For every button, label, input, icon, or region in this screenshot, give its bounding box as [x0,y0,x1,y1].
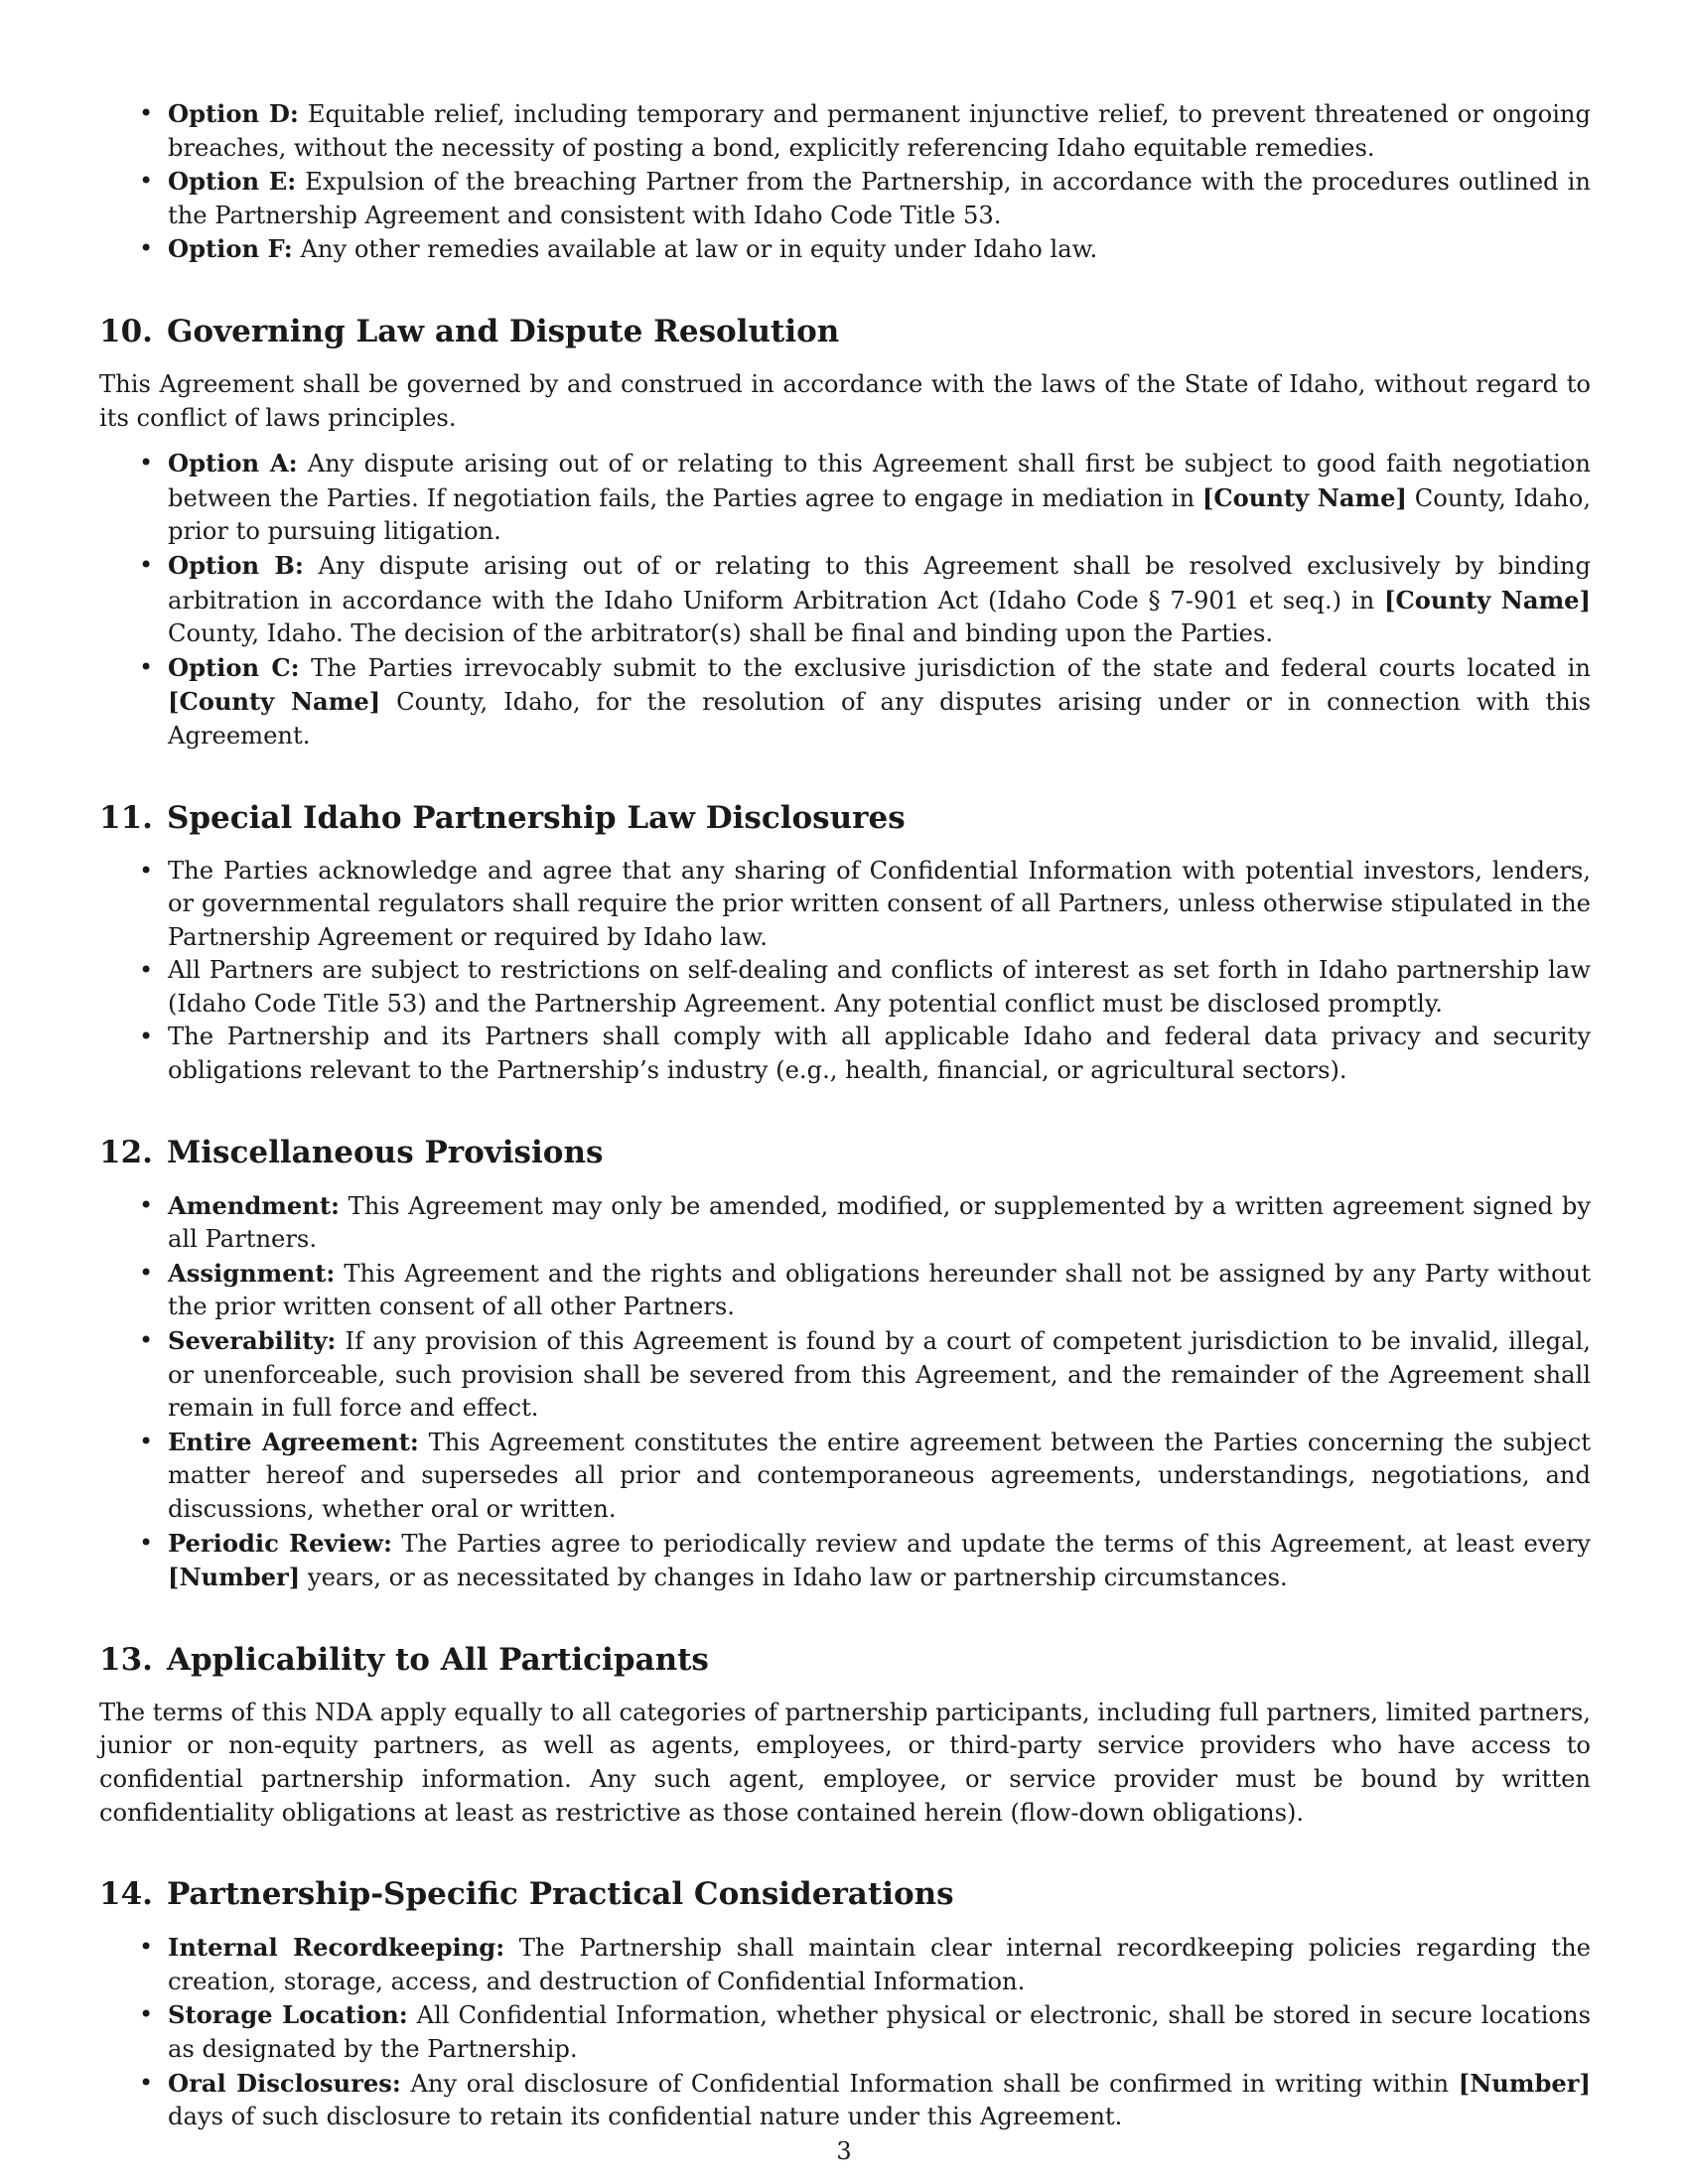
number-placeholder: [Number] [1458,2068,1591,2098]
section-10-intro: This Agreement shall be governed by and construed in accordance with the laws of the State of Idaho, without regard to its conflict of laws principles. [99,369,1591,432]
list-item: • Severability: If any provision of this Agreement is found by a court of competent jurisdiction to be invalid, illegal, or unenforceable, such provision shall be severed from this Agreement, and the remainder of the Agreement shall remain in full force and effect. [139,1326,1591,1423]
list-item: • Amendment: This Agreement may only be amended, modified, or supplemented by a written agreement signed by all Partners. [139,1190,1591,1254]
bullet-icon: • [139,167,154,196]
bullet-icon: • [139,1258,154,1287]
list-item: • Option C: The Parties irrevocably submit to the exclusive jurisdiction of the state and federal courts located in [County Name] County, Idaho, for the resolution of any disputes arising under or in connection with this Agreement. [139,652,1592,750]
bullet-icon: • [139,1933,154,1962]
list-item: • Entire Agreement: This Agreement constitutes the entire agreement between the Parties concerning the subject matter hereof and supersedes all prior and contemporaneous agreements, understandings, negotiations, and discussions, whether oral or written. [139,1427,1591,1523]
bullet-icon: • [139,856,154,885]
list-item: • The Partnership and its Partners shall comply with all applicable Idaho and federal data privacy and security obligations relevant to the Partnership’s industry (e.g., health, financial, or agricultural sectors). [139,1023,1591,1085]
bullet-icon: • [139,2068,154,2097]
list-item: • Assignment: This Agreement and the rights and obligations hereunder shall not be assigned by any Party without the prior written consent of all other Partners. [139,1258,1591,1321]
bullet-icon: • [139,1528,154,1557]
section-12-heading: 12. Miscellaneous Provisions [99,1134,604,1170]
county-placeholder: [County Name] [1201,482,1407,512]
section-13-heading: 13. Applicability to All Participants [99,1641,709,1678]
considerations-list [99,1931,1591,2134]
list-item: • Oral Disclosures: Any oral disclosure of Confidential Information shall be confirmed in writing within [Number] days of such disclosure to retain its confidential nature under this Agreement. [139,2068,1591,2131]
bullet-icon: • [139,550,154,579]
provisions-list [99,1189,1591,1595]
bullet-icon: • [139,652,154,681]
number-placeholder: [Number] [168,1563,301,1592]
remedy-options-list [99,97,1591,267]
section-13-body: The terms of this NDA apply equally to all categories of partnership participants, including full partners, limited partners, junior or non-equity partners, as well as agents, employees, or third-party service providers who have access to confidential partnership information. Any such agent, employee, or service provider must be bound by written confidentiality obligations at least as restrictive as those contained herein (flow-down obligations). [99,1698,1591,1827]
bullet-icon: • [139,1326,154,1355]
bullet-icon: • [139,1023,154,1051]
document-page [99,97,1591,2134]
bullet-icon: • [139,1190,154,1219]
bullet-icon: • [139,1427,154,1455]
bullet-icon: • [139,449,154,478]
bullet-icon: • [139,956,154,985]
bullet-icon: • [139,99,154,127]
list-item: • Storage Location: All Confidential Information, whether physical or electronic, shall be stored in secure locations as designated by the Partnership. [139,2000,1591,2063]
list-item: • Option B: Any dispute arising out of or relating to this Agreement shall be resolved exclusively by binding arbitration in accordance with the Idaho Uniform Arbitration Act (Idaho Code § 7-901 et seq.) in [County Name] County, Idaho. The decision of the arbitrator(s) shall be final and binding upon the Parties. [139,550,1592,648]
list-item: • Periodic Review: The Parties agree to periodically review and update the terms of this Agreement, at least every [Number] years, or as necessitated by changes in Idaho law or partnership circumstances. [139,1528,1591,1592]
county-placeholder: [County Name] [168,687,381,717]
bullet-icon: • [139,234,154,263]
list-item: • The Parties acknowledge and agree that any sharing of Confidential Information with potential investors, lenders, or governmental regulators shall require the prior written consent of all Partners, unless otherwise stipulated in the Partnership Agreement or required by Idaho law. [139,856,1591,951]
bullet-icon: • [139,2000,154,2029]
list-item: • Option E: Expulsion of the breaching Partner from the Partnership, in accordance with the procedures outlined in the Partnership Agreement and consistent with Idaho Code Title 53. [139,167,1591,229]
page-number: 3 [836,2137,852,2165]
section-11-heading: 11. Special Idaho Partnership Law Disclosures [99,799,906,836]
list-item: • Option A: Any dispute arising out of or relating to this Agreement shall first be subject to good faith negotiation between the Parties. If negotiation fails, the Parties agree to engage in mediation in [County Name] County, Idaho, prior to pursuing litigation. [139,449,1592,546]
list-item: • Option D: Equitable relief, including temporary and permanent injunctive relief, to prevent threatened or ongoing breaches, without the necessity of posting a bond, explicitly referencing Idaho equitable remedies. [139,99,1591,162]
list-item: • All Partners are subject to restrictions on self-dealing and conflicts of interest as set forth in Idaho partnership law (Idaho Code Title 53) and the Partnership Agreement. Any potential conflict must be disclosed promptly. [139,956,1591,1018]
dispute-options-list [99,447,1591,752]
list-item: • Option F: Any other remedies available at law or in equity under Idaho law. [99,232,1591,267]
county-placeholder: [County Name] [1384,585,1592,614]
disclosures-list [99,855,1591,1088]
section-14-heading: 14. Partnership-Specific Practical Considerations [99,1876,954,1913]
list-item: • Internal Recordkeeping: The Partnership shall maintain clear internal recordkeeping policies regarding the creation, storage, access, and destruction of Confidential Information. [139,1933,1591,1995]
section-10-heading: 10. Governing Law and Dispute Resolution [99,313,840,349]
